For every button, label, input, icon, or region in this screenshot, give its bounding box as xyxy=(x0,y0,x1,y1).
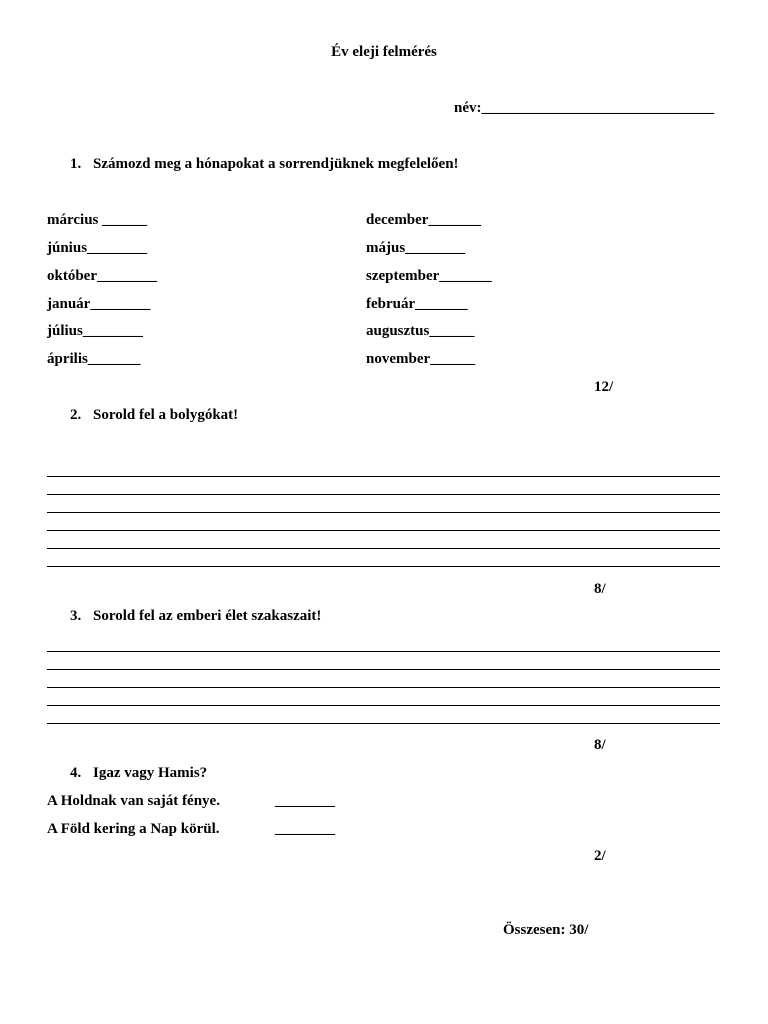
month-blank[interactable]: június________ xyxy=(47,240,148,256)
task4-score: 2/ xyxy=(594,848,606,864)
task1-question: Számozd meg a hónapokat a sorrendjüknek megfelelően! xyxy=(93,156,459,172)
name-field[interactable] xyxy=(454,99,714,117)
answer-line[interactable] xyxy=(47,476,720,477)
month-blank[interactable]: április_______ xyxy=(47,351,141,367)
task4-number: 4. xyxy=(70,765,82,781)
answer-line[interactable] xyxy=(47,512,720,513)
answer-line[interactable] xyxy=(47,723,720,724)
task2-number: 2. xyxy=(70,407,82,423)
answer-line[interactable] xyxy=(47,494,720,495)
month-blank[interactable]: május________ xyxy=(366,240,466,256)
task3-score: 8/ xyxy=(594,737,606,753)
month-blank[interactable]: szeptember_______ xyxy=(366,268,492,284)
statement-text: A Holdnak van saját fénye. xyxy=(47,793,220,809)
answer-line[interactable] xyxy=(47,530,720,531)
month-blank[interactable]: július________ xyxy=(47,323,143,339)
name-blank: _______________________________ xyxy=(481,100,714,116)
answer-line[interactable] xyxy=(47,669,720,670)
month-blank[interactable]: augusztus______ xyxy=(366,323,475,339)
task2-question: Sorold fel a bolygókat! xyxy=(93,407,239,423)
month-blank[interactable]: március ______ xyxy=(47,212,148,228)
task4-question: Igaz vagy Hamis? xyxy=(93,765,208,781)
answer-line[interactable] xyxy=(47,705,720,706)
task1-number: 1. xyxy=(70,156,82,172)
task3-question: Sorold fel az emberi élet szakaszait! xyxy=(93,608,322,624)
name-label: név: xyxy=(454,100,482,116)
task2-score: 8/ xyxy=(594,581,606,597)
total-score: Összesen: 30/ xyxy=(503,922,589,938)
task3-number: 3. xyxy=(70,608,82,624)
answer-line[interactable] xyxy=(47,548,720,549)
statement-text: A Föld kering a Nap körül. xyxy=(47,821,220,837)
answer-line[interactable] xyxy=(47,651,720,652)
month-blank[interactable]: december_______ xyxy=(366,212,481,228)
answer-line[interactable] xyxy=(47,687,720,688)
month-blank[interactable]: január________ xyxy=(47,296,151,312)
month-blank[interactable]: november______ xyxy=(366,351,476,367)
month-blank[interactable]: február_______ xyxy=(366,296,468,312)
answer-line[interactable] xyxy=(47,566,720,567)
true-false-blank[interactable]: ________ xyxy=(275,793,335,809)
page-title: Év eleji felmérés xyxy=(331,44,437,60)
month-blank[interactable]: október________ xyxy=(47,268,157,284)
true-false-blank[interactable]: ________ xyxy=(275,821,335,837)
task1-score: 12/ xyxy=(594,379,614,395)
